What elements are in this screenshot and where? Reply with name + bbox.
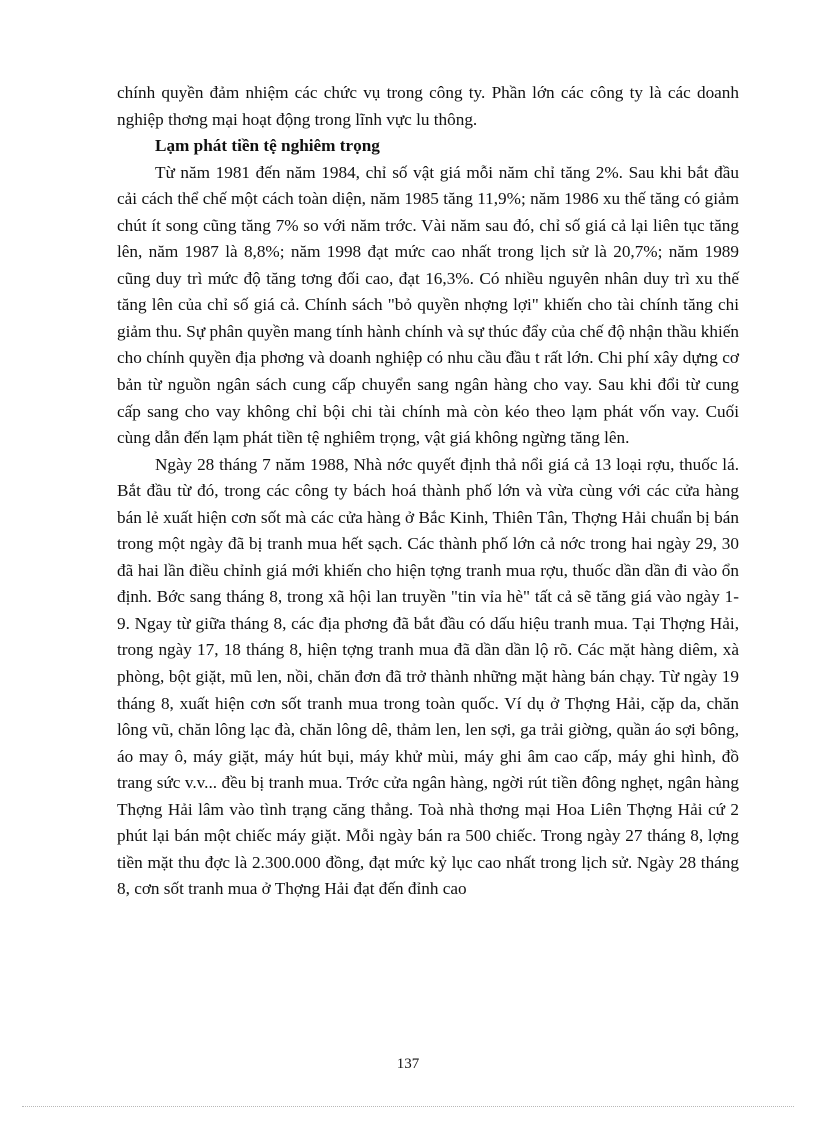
document-body — [117, 80, 739, 903]
page-number: 137 — [396, 1056, 420, 1072]
paragraph-inflation-index: Từ năm 1981 đến năm 1984, chỉ số vật giá mỗi năm chỉ tăng 2%. Sau khi bắt đầu cải cách thể chế một cách toàn diện, năm 1985 tăng 11,9%; năm 1986 xu thế tăng có giảm chút ít song cũng tăng 7% so với năm trớc. Vài năm sau đó, chỉ số giá cả lại liên tục tăng lên, năm 1987 là 8,8%; năm 1998 đạt mức cao nhất trong lịch sử là 20,7%; năm 1989 cũng duy trì mức độ tăng tơng đối cao, đạt 16,3%. Có nhiều nguyên nhân duy trì xu thế tăng lên của chỉ số giá cả. Chính sách "bỏ quyền nhợng lợi" khiến cho tài chính tăng chi giảm thu. Sự phân quyền mang tính hành chính và sự thúc đẩy của chế độ nhận thầu khiến cho chính quyền địa phơng và doanh nghiệp có nhu cầu đầu t rất lớn. Chi phí xây dựng cơ bản từ nguồn ngân sách cung cấp chuyển sang ngân hàng cho vay. Sau khi đổi từ cung cấp sang cho vay không chỉ bội chi tài chính mà còn kéo theo lạm phát vốn vay. Cuối cùng dẫn đến lạm phát tiền tệ nghiêm trọng, vật giá không ngừng tăng lên. — [117, 162, 739, 448]
paragraph-continuation: chính quyền đảm nhiệm các chức vụ trong công ty. Phần lớn các công ty là các doanh nghiệp thơng mại hoạt động trong lĩnh vực lu thông. — [117, 83, 739, 129]
paragraph-panic-buying: Ngày 28 tháng 7 năm 1988, Nhà nớc quyết định thả nổi giá cả 13 loại rợu, thuốc lá. Bắt đầu từ đó, trong các công ty bách hoá thành phố lớn và vừa cùng với các cửa hàng bán lẻ xuất hiện cơn sốt mà các cửa hàng ở Bắc Kinh, Thiên Tân, Thợng Hải chuẩn bị bán trong một ngày đã bị tranh mua hết sạch. Các thành phố lớn cả nớc trong hai ngày 29, 30 đã hai lần điều chỉnh giá mới khiến cho hiện tợng tranh mua rợu, thuốc dần dần đi vào ổn định. Bớc sang tháng 8, trong xã hội lan truyền "tin vỉa hè" tất cả sẽ tăng giá vào ngày 1-9. Ngay từ giữa tháng 8, các địa phơng đã bắt đầu có dấu hiệu tranh mua. Tại Thợng Hải, trong ngày 17, 18 tháng 8, hiện tợng tranh mua đã dần dần lộ rõ. Các mặt hàng diêm, xà phòng, bột giặt, mũ len, nồi, chăn đơn đã trở thành những mặt hàng bán chạy. Từ ngày 19 tháng 8, xuất hiện cơn sốt tranh mua trong toàn quốc. Ví dụ ở Thợng Hải, cặp da, chăn lông vũ, chăn lông lạc đà, chăn lông dê, thảm len, len sợi, ga trải giờng, quần áo sợi bông, áo may ô, máy giặt, máy hút bụi, máy khử mùi, máy ghi âm cao cấp, máy ghi hình, đồ trang sức v.v... đều bị tranh mua. Trớc cửa ngân hàng, ngời rút tiền đông nghẹt, ngân hàng Thợng Hải lâm vào tình trạng căng thẳng. Toà nhà thơng mại Hoa Liên Thợng Hải cứ 2 phút lại bán một chiếc máy giặt. Mỗi ngày bán ra 500 chiếc. Trong ngày 27 tháng 8, lợng tiền mặt thu đợc là 2.300.000 đồng, đạt mức kỷ lục cao nhất trong lịch sử. Ngày 28 tháng 8, cơn sốt tranh mua ở Thợng Hải đạt đến đỉnh cao — [117, 454, 739, 899]
section-heading: Lạm phát tiền tệ nghiêm trọng — [155, 136, 380, 156]
page-bottom-divider — [22, 1106, 794, 1107]
